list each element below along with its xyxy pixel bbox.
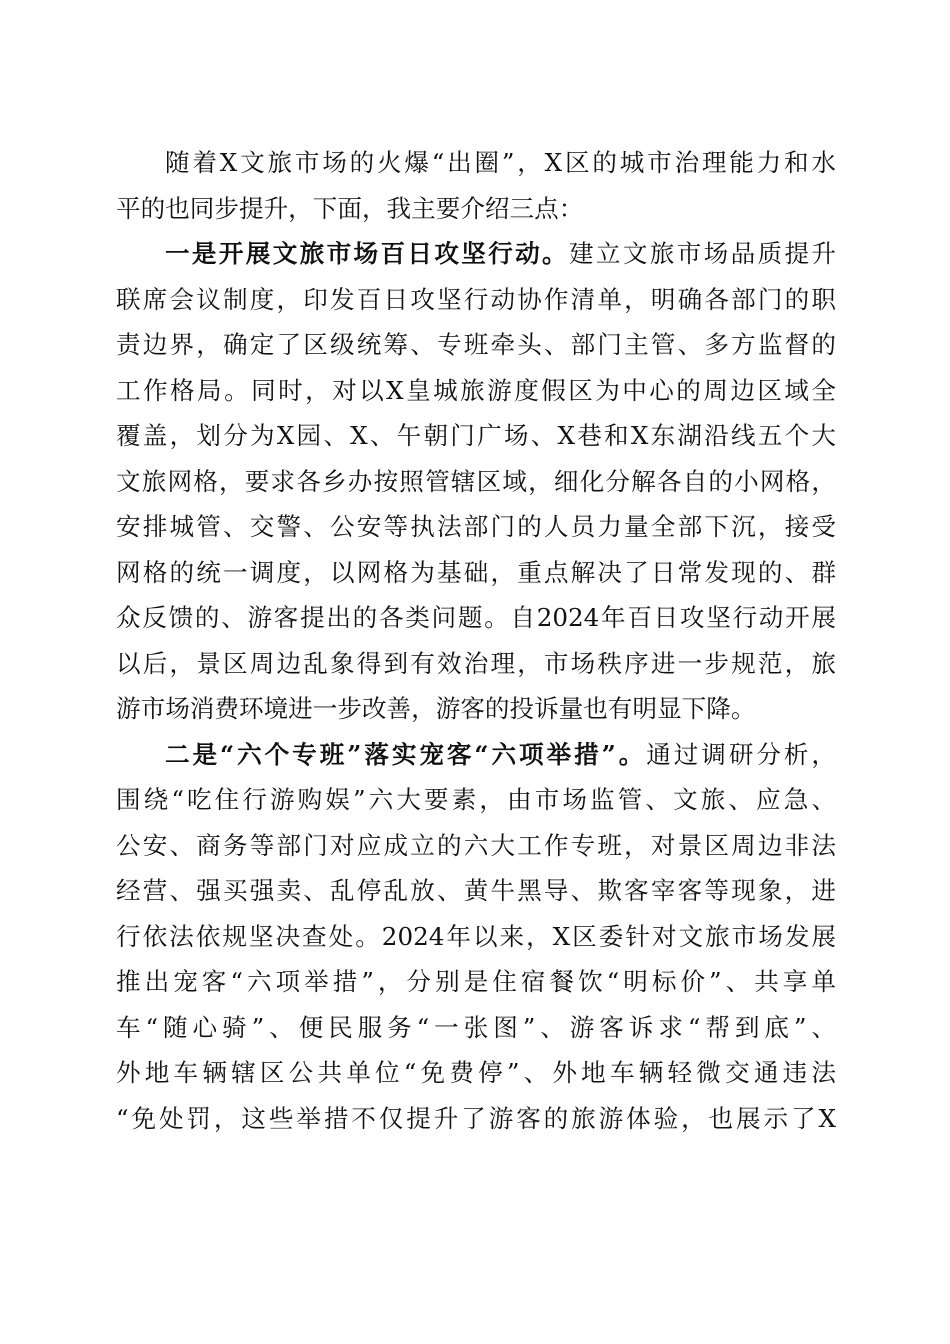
paragraph-2-line-8: 网格的统一调度，以网格为基础，重点解决了日常发现的、群 [116,557,836,587]
paragraph-3-line-8: 外地车辆辖区公共单位“免费停”、外地车辆轻微交通违法 [116,1058,836,1087]
paragraph-2-line-11: 游市场消费环境进一步改善，游客的投诉量也有明显下降。 [116,694,756,723]
paragraph-3-heading: 二是“六个专班”落实宠客“六项举措”。 [165,739,647,769]
paragraph-2-line-3: 责边界，确定了区级统筹、专班牵头、部门主管、多方监督的 [116,330,836,359]
document-body [116,140,836,1141]
paragraph-2-line-4: 工作格局。同时，对以X皇城旅游度假区为中心的周边区域全 [116,375,836,405]
paragraph-2-line-6: 文旅网格，要求各乡办按照管辖区域，细化分解各自的小网格， [116,466,836,496]
paragraph-3-line-2: 围绕“吃住行游购娱”六大要素，由市场监管、文旅、应急、 [116,785,836,814]
paragraph-3-line-9: “免处罚，这些举措不仅提升了游客的旅游体验，也展示了X [116,1103,836,1133]
paragraph-1-line-2: 平的也同步提升，下面，我主要介绍三点： [116,193,584,223]
paragraph-1-line-1: 随着X文旅市场的火爆“出圈”，X区的城市治理能力和水 [165,148,836,177]
paragraph-3-line-1 [116,732,836,778]
paragraph-2-line-5: 覆盖，划分为X园、X、午朝门广场、X巷和X东湖沿线五个大 [116,421,836,450]
paragraph-2-line-1-text: 建立文旅市场品质提升 [569,239,836,268]
paragraph-2-line-2: 联席会议制度，印发百日攻坚行动协作清单，明确各部门的职 [116,284,836,314]
paragraph-2-heading: 一是开展文旅市场百日攻坚行动。 [165,239,569,268]
paragraph-3-line-3: 公安、商务等部门对应成立的六大工作专班，对景区周边非法 [116,830,836,860]
paragraph-3-line-7: 车“随心骑”、便民服务“一张图”、游客诉求“帮到底”、 [116,1012,836,1042]
paragraph-3-line-4: 经营、强买强卖、乱停乱放、黄牛黑导、欺客宰客等现象，进 [116,876,836,905]
paragraph-2-line-10: 以后，景区周边乱象得到有效治理，市场秩序进一步规范，旅 [116,648,836,678]
paragraph-2-line-1 [116,231,836,277]
paragraph-2-line-7: 安排城管、交警、公安等执法部门的人员力量全部下沉，接受 [116,512,836,541]
paragraph-3-line-6: 推出宠客“六项举措”，分别是住宿餐饮“明标价”、共享单 [116,967,836,996]
paragraph-2-line-9: 众反馈的、游客提出的各类问题。自2024年百日攻坚行动开展 [116,603,836,632]
paragraph-3-line-5: 行依法依规坚决查处。2024年以来，X区委针对文旅市场发展 [116,921,836,951]
paragraph-3-line-1-text: 通过调研分析， [646,739,836,769]
